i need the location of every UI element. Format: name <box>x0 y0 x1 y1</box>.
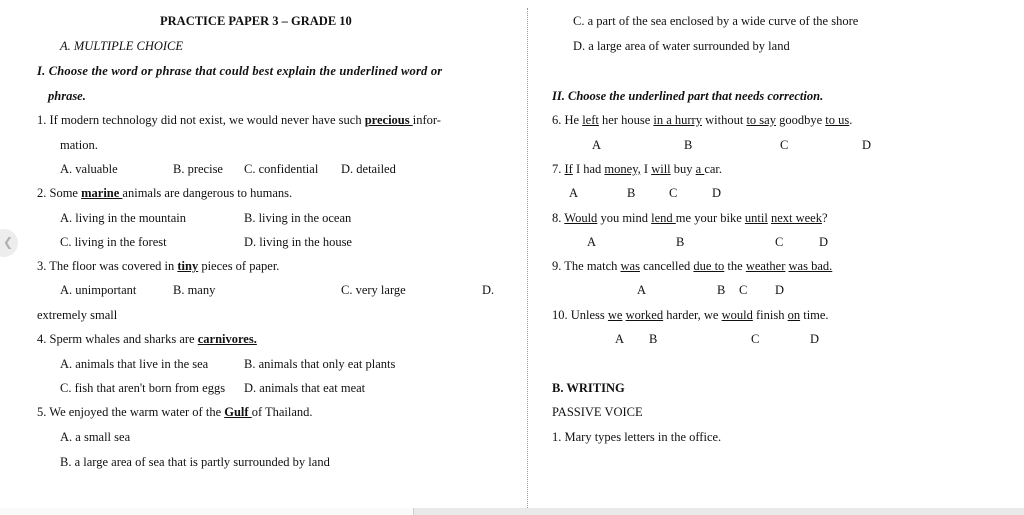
passive-voice-heading: PASSIVE VOICE <box>552 405 643 419</box>
option-b: B. many <box>173 283 216 297</box>
option-c: C. a part of the sea enclosed by a wide curve of the shore <box>573 14 859 28</box>
question-1-continued: mation. <box>60 138 98 152</box>
horizontal-scrollbar-thumb[interactable] <box>0 508 414 515</box>
writing-question-1: 1. Mary types letters in the office. <box>552 430 722 444</box>
option-a: A. animals that live in the sea <box>60 357 209 371</box>
question-2: 2. Some marine animals are dangerous to humans. <box>37 186 293 200</box>
option-b: B. living in the ocean <box>244 211 352 225</box>
question-5: 5. We enjoyed the warm water of the Gulf of Thailand. <box>37 405 313 419</box>
question-10: 10. Unless we worked harder, we would finish on time. <box>552 308 829 322</box>
question-7: 7. If I had money, I will buy a car. <box>552 162 723 176</box>
choice-label-d: D <box>775 283 785 297</box>
choice-label-a: A <box>615 332 625 346</box>
option-b: B. animals that only eat plants <box>244 357 396 371</box>
choice-label-c: C <box>775 235 784 249</box>
choice-label-b: B <box>649 332 658 346</box>
option-d: D. living in the house <box>244 235 352 249</box>
underlined-word: marine <box>81 186 123 200</box>
choice-label-b: B <box>717 283 726 297</box>
choice-label-a: A <box>592 138 602 152</box>
underlined-word: precious <box>364 113 413 127</box>
option-a: A. unimportant <box>60 283 137 297</box>
section-a-heading: A. MULTIPLE CHOICE <box>60 39 184 53</box>
choice-label-b: B <box>627 186 636 200</box>
instruction-part2: phrase. <box>48 89 86 103</box>
option-d: D. animals that eat meat <box>244 381 366 395</box>
choice-label-b: B <box>684 138 693 152</box>
chevron-left-icon: ❮ <box>3 235 14 249</box>
option-d: D. detailed <box>341 162 396 176</box>
instruction-heading: II. Choose the underlined part that needs correction. <box>552 89 824 103</box>
choice-label-b: B <box>676 235 685 249</box>
page-title: PRACTICE PAPER 3 – GRADE 10 <box>160 14 352 28</box>
underlined-word: carnivores. <box>197 332 257 346</box>
choice-label-a: A <box>569 186 579 200</box>
column-divider <box>527 8 528 508</box>
option-d: D. a large area of water surrounded by land <box>573 39 790 53</box>
instruction-part1: I. Choose the word or phrase that could best explain the underlined word or <box>37 64 443 78</box>
option-c: C. very large <box>341 283 406 297</box>
choice-label-d: D <box>810 332 820 346</box>
option-c: C. fish that aren't born from eggs <box>60 381 226 395</box>
underlined-word: Gulf <box>224 405 252 419</box>
question-1: 1. If modern technology did not exist, we would never have such precious infor- <box>37 113 441 127</box>
option-d: D. <box>482 283 495 297</box>
option-b: B. a large area of sea that is partly surrounded by land <box>60 455 330 469</box>
choice-label-c: C <box>751 332 760 346</box>
option-a: A. living in the mountain <box>60 211 187 225</box>
option-c: C. confidential <box>244 162 319 176</box>
choice-label-c: C <box>669 186 678 200</box>
option-b: B. precise <box>173 162 223 176</box>
option-d-continued: extremely small <box>37 308 118 322</box>
question-4: 4. Sperm whales and sharks are carnivores. <box>37 332 257 346</box>
choice-label-d: D <box>712 186 722 200</box>
choice-label-c: C <box>739 283 748 297</box>
option-a: A. valuable <box>60 162 118 176</box>
choice-label-a: A <box>587 235 597 249</box>
choice-label-d: D <box>862 138 872 152</box>
choice-label-a: A <box>637 283 647 297</box>
question-6: 6. He left her house in a hurry without to say goodbye to us. <box>552 113 853 127</box>
option-c: C. living in the forest <box>60 235 167 249</box>
question-9: 9. The match was cancelled due to the weather was bad. <box>552 259 833 273</box>
question-3: 3. The floor was covered in tiny pieces of paper. <box>37 259 280 273</box>
choice-label-d: D <box>819 235 829 249</box>
section-b-heading: B. WRITING <box>552 381 625 395</box>
underlined-word: tiny <box>177 259 199 273</box>
previous-page-button[interactable] <box>0 229 18 257</box>
option-a: A. a small sea <box>60 430 131 444</box>
choice-label-c: C <box>780 138 789 152</box>
question-8: 8. Would you mind lend me your bike until next week? <box>552 211 828 225</box>
